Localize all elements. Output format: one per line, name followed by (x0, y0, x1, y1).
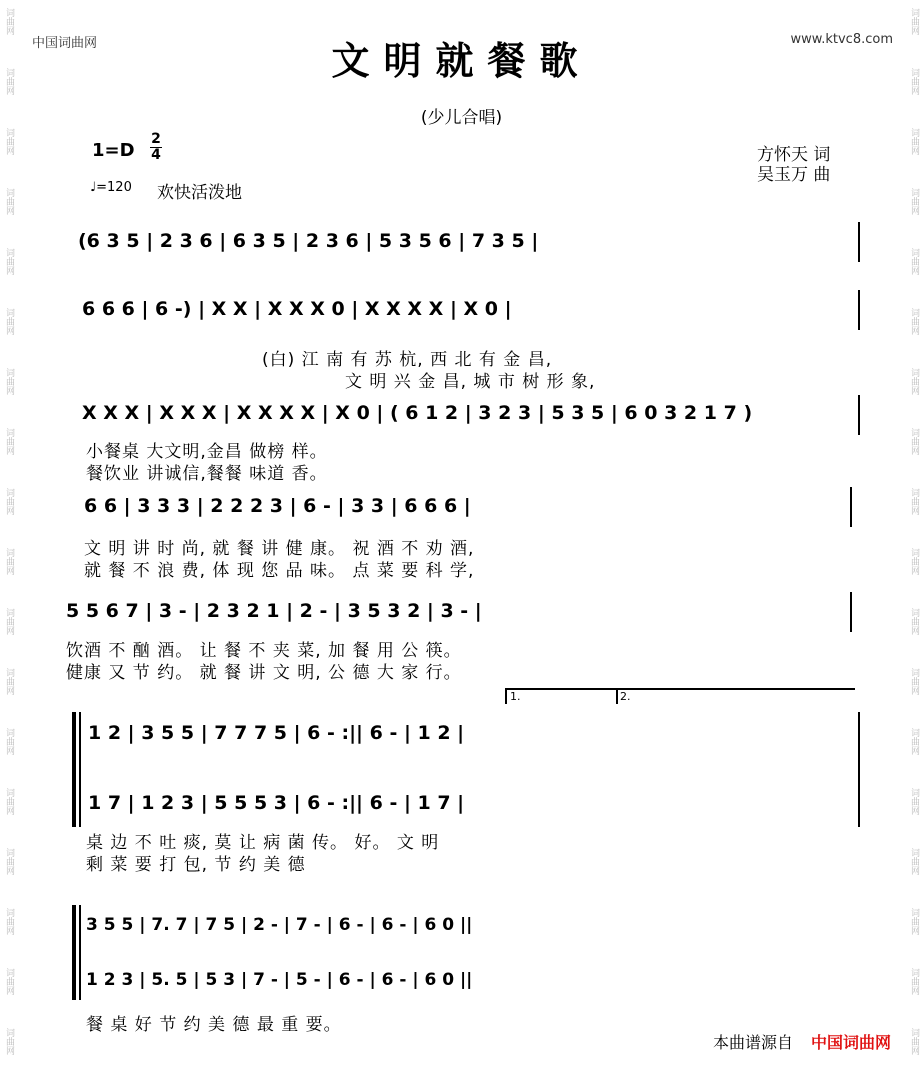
side-watermark-glyph: 词曲网 (909, 608, 919, 635)
notation-line-lower: 1 2 3 | 5. 5 | 5 3 | 7 - | 5 - | 6 - | 6 - | 6 0 || (86, 970, 473, 990)
lyric-line-2: 文 明 兴 金 昌, 城 市 树 形 象, (345, 372, 596, 392)
side-watermark-glyph: 词曲网 (909, 848, 919, 875)
watermark-left: 中国词曲网 (32, 36, 98, 51)
key-signature: 1=D (92, 140, 135, 161)
notation-line-upper: 3 5 5 | 7. 7 | 7 5 | 2 - | 7 - | 6 - | 6 - | 6 0 || (86, 915, 473, 935)
side-watermark-glyph: 词曲网 (4, 668, 14, 695)
side-watermark-glyph: 词曲网 (4, 188, 14, 215)
tempo-mark: ♩=120 (90, 180, 132, 195)
side-watermark-glyph: 词曲网 (4, 8, 14, 35)
lyric-line-2: 剩 菜 要 打 包, 节 约 美 德 (86, 855, 306, 875)
notation-line: (6 3 5 | 2 3 6 | 6 3 5 | 2 3 6 | 5 3 5 6 | 7 3 5 | (78, 230, 539, 252)
side-watermark-glyph: 词曲网 (4, 788, 14, 815)
notation-line: 6 6 6 | 6 -) | X X | X X X 0 | X X X X | X 0 | (82, 298, 512, 320)
tempo-expression: 欢快活泼地 (157, 183, 242, 203)
notation-line: X X X | X X X | X X X X | X 0 | ( 6 1 2 | 3 2 3 | 5 3 5 | 6 0 3 2 1 7 ) (82, 402, 753, 424)
side-watermark-glyph: 词曲网 (909, 548, 919, 575)
side-watermark-glyph: 词曲网 (909, 128, 919, 155)
side-watermark-glyph: 词曲网 (909, 728, 919, 755)
side-watermark-glyph: 词曲网 (4, 548, 14, 575)
side-watermark-glyph: 词曲网 (4, 368, 14, 395)
side-watermark-glyph: 词曲网 (4, 308, 14, 335)
bar-line (858, 395, 860, 435)
footer-site-name[interactable]: 中国词曲网 (810, 1033, 891, 1052)
time-signature-top: 2 (151, 131, 161, 147)
right-watermark-strip (905, 0, 923, 1077)
system-brace-left (72, 712, 76, 827)
volta-bracket (505, 688, 855, 690)
time-signature (150, 132, 162, 163)
lyric-line-2: 健康 又 节 约。 就 餐 讲 文 明, 公 德 大 家 行。 (66, 663, 462, 683)
time-signature-bottom: 4 (151, 147, 161, 163)
side-watermark-glyph: 词曲网 (4, 488, 14, 515)
lyric-line-2: 餐饮业 讲诚信,餐餐 味道 香。 (86, 464, 328, 484)
lyric-line-2: 就 餐 不 浪 费, 体 现 您 品 味。 点 菜 要 科 学, (84, 561, 475, 581)
side-watermark-glyph: 词曲网 (909, 428, 919, 455)
side-watermark-glyph: 词曲网 (4, 608, 14, 635)
side-watermark-glyph: 词曲网 (909, 68, 919, 95)
side-watermark-glyph: 词曲网 (909, 188, 919, 215)
side-watermark-glyph: 词曲网 (909, 968, 919, 995)
notation-line: 5 5 6 7 | 3 - | 2 3 2 1 | 2 - | 3 5 3 2 | 3 - | (66, 600, 482, 622)
side-watermark-glyph: 词曲网 (909, 308, 919, 335)
volta-2-label: 2. (620, 690, 631, 703)
side-watermark-glyph: 词曲网 (4, 428, 14, 455)
side-watermark-glyph: 词曲网 (909, 368, 919, 395)
lyric-line-1: 桌 边 不 吐 痰, 莫 让 病 菌 传。 好。 文 明 (86, 833, 440, 853)
side-watermark-glyph: 词曲网 (909, 668, 919, 695)
system-brace-left-thin (79, 905, 81, 1000)
notation-line: 6 6 | 3 3 3 | 2 2 2 3 | 6 - | 3 3 | 6 6 6 | (84, 495, 471, 517)
system-brace-left-thin (79, 712, 81, 827)
lyric-line-1: (白) 江 南 有 苏 杭, 西 北 有 金 昌, (262, 350, 553, 370)
composer-credit: 吴玉万 曲 (757, 165, 831, 185)
watermark-right: www.ktvc8.com (790, 32, 893, 47)
lyricist-credit: 方怀天 词 (757, 145, 831, 165)
notation-line-upper: 1 2 | 3 5 5 | 7 7 7 5 | 6 - :|| 6 - | 1 2 | (88, 722, 465, 744)
side-watermark-glyph: 词曲网 (4, 968, 14, 995)
side-watermark-glyph: 词曲网 (4, 848, 14, 875)
side-watermark-glyph: 词曲网 (4, 1028, 14, 1055)
song-subtitle: (少儿合唱) (420, 108, 503, 128)
lyric-line-1: 小餐桌 大文明,金昌 做榜 样。 (86, 442, 328, 462)
side-watermark-glyph: 词曲网 (4, 248, 14, 275)
side-watermark-glyph: 词曲网 (909, 8, 919, 35)
volta-1-label: 1. (510, 690, 521, 703)
side-watermark-glyph: 词曲网 (909, 788, 919, 815)
footer-source-text: 本曲谱源自 (712, 1033, 793, 1052)
system-brace-left (72, 905, 76, 1000)
bar-line (858, 712, 860, 827)
lyric-line-1: 餐 桌 好 节 约 美 德 最 重 要。 (86, 1015, 342, 1035)
bar-line (850, 592, 852, 632)
side-watermark-glyph: 词曲网 (909, 908, 919, 935)
side-watermark-glyph: 词曲网 (909, 248, 919, 275)
notation-line-lower: 1 7 | 1 2 3 | 5 5 5 3 | 6 - :|| 6 - | 1 7 | (88, 792, 465, 814)
volta-bracket-start-1 (505, 688, 507, 704)
lyric-line-1: 饮酒 不 酗 酒。 让 餐 不 夹 菜, 加 餐 用 公 筷。 (66, 641, 462, 661)
side-watermark-glyph: 词曲网 (909, 488, 919, 515)
volta-bracket-start-2 (616, 688, 618, 704)
side-watermark-glyph: 词曲网 (4, 128, 14, 155)
lyric-line-1: 文 明 讲 时 尚, 就 餐 讲 健 康。 祝 酒 不 劝 酒, (84, 539, 475, 559)
bar-line (858, 222, 860, 262)
side-watermark-glyph: 词曲网 (4, 728, 14, 755)
side-watermark-glyph: 词曲网 (909, 1028, 919, 1055)
side-watermark-glyph: 词曲网 (4, 908, 14, 935)
side-watermark-glyph: 词曲网 (4, 68, 14, 95)
left-watermark-strip (0, 0, 18, 1077)
song-title: 文明就餐歌 (331, 39, 592, 83)
bar-line (850, 487, 852, 527)
footer-source (713, 1030, 891, 1053)
bar-line (858, 290, 860, 330)
